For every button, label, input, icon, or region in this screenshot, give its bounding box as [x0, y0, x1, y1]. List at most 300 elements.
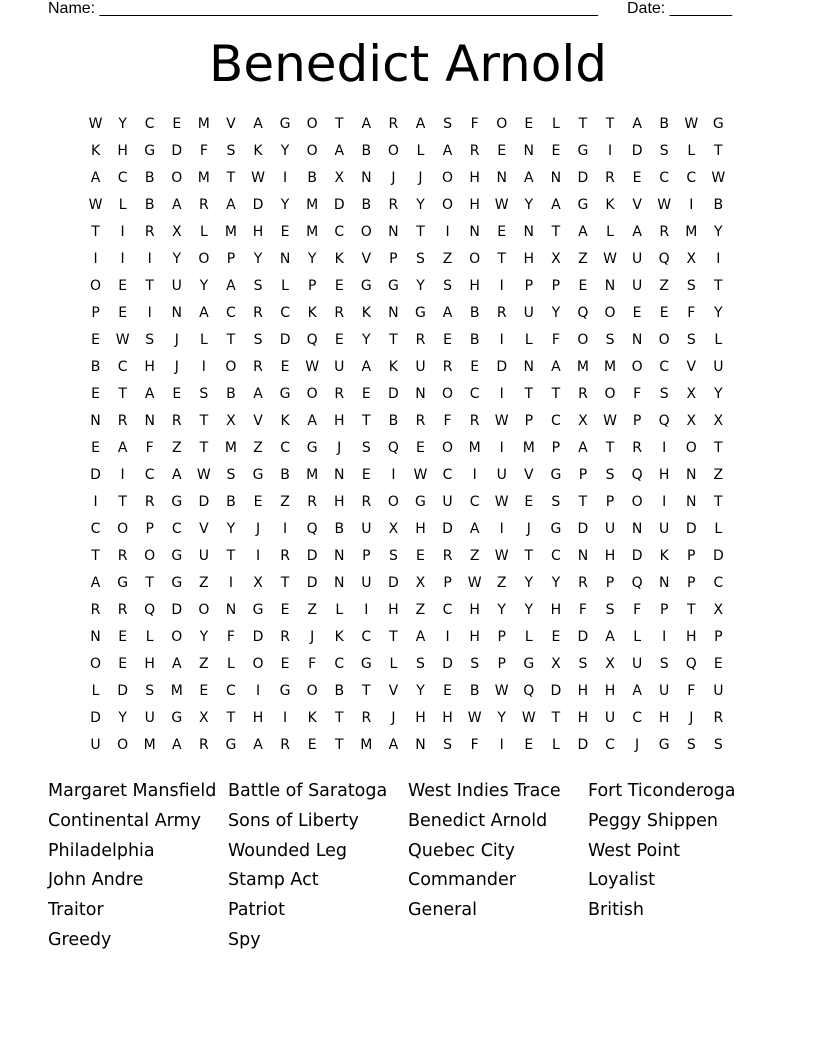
grid-letter: T	[389, 332, 398, 348]
grid-letter: R	[388, 197, 399, 213]
grid-letter: S	[145, 332, 155, 348]
grid-letter: P	[524, 413, 534, 429]
grid-letter: S	[226, 467, 236, 483]
grid-letter: N	[225, 602, 237, 618]
grid-letter: O	[604, 305, 616, 321]
grid-letter: I	[283, 170, 288, 186]
grid-letter: U	[631, 278, 643, 294]
grid-letter: O	[577, 332, 589, 348]
grid-letter: U	[361, 521, 372, 537]
grid-letter: L	[633, 629, 641, 645]
grid-letter: H	[333, 494, 345, 510]
grid-letter: A	[226, 197, 236, 213]
grid-letter: C	[226, 305, 236, 321]
grid-letter: Y	[524, 602, 534, 618]
grid-letter: P	[226, 251, 236, 267]
grid-letter: R	[117, 548, 128, 564]
grid-letter: C	[144, 116, 155, 132]
grid-letter: I	[120, 467, 125, 483]
grid-letter: K	[307, 710, 317, 726]
grid-letter: D	[631, 548, 643, 564]
grid-letter: D	[90, 467, 101, 483]
grid-letter: N	[658, 575, 670, 591]
grid-letter: S	[578, 656, 588, 672]
grid-letter: A	[171, 656, 182, 672]
grid-letter: G	[387, 278, 399, 294]
grid-letter: C	[713, 575, 724, 591]
grid-letter: Y	[118, 710, 127, 726]
grid-letter: V	[524, 467, 534, 483]
grid-letter: T	[199, 440, 209, 456]
grid-letter: Q	[658, 413, 670, 429]
grid-letter: N	[388, 305, 399, 321]
grid-letter: E	[91, 386, 100, 402]
grid-letter: Z	[578, 251, 588, 267]
grid-letter: J	[391, 170, 396, 186]
grid-letter: T	[714, 440, 723, 456]
grid-letter: R	[388, 116, 399, 132]
grid-letter: X	[713, 413, 724, 429]
grid-letter: S	[605, 602, 615, 618]
grid-letter: D	[171, 143, 183, 159]
grid-letter: C	[550, 413, 561, 429]
grid-letter: R	[117, 413, 128, 429]
grid-letter: X	[551, 656, 561, 672]
page-title: Benedict Arnold	[209, 35, 607, 93]
grid-letter: D	[388, 386, 399, 402]
grid-letter: F	[145, 440, 154, 456]
grid-letter: O	[496, 116, 508, 132]
grid-letter: G	[415, 494, 426, 510]
grid-letter: K	[388, 359, 398, 375]
grid-letter: U	[144, 710, 155, 726]
grid-letter: M	[197, 116, 210, 132]
grid-letter: M	[224, 440, 237, 456]
word-bank-item: John Andre	[48, 870, 144, 891]
grid-letter: Q	[658, 251, 670, 267]
grid-letter: A	[334, 143, 345, 159]
grid-letter: R	[632, 440, 642, 456]
grid-letter: F	[687, 305, 696, 321]
grid-letter: R	[144, 224, 155, 240]
grid-letter: F	[308, 656, 317, 672]
grid-letter: M	[224, 224, 237, 240]
grid-letter: A	[144, 386, 155, 402]
grid-letter: L	[524, 332, 533, 348]
grid-letter: K	[90, 143, 101, 159]
grid-letter: O	[117, 737, 129, 753]
word-bank-item: Wounded Leg	[228, 840, 348, 861]
grid-letter: J	[526, 521, 531, 537]
grid-letter: D	[631, 143, 643, 159]
grid-letter: S	[605, 467, 615, 483]
grid-letter: L	[199, 224, 208, 240]
grid-letter: I	[364, 602, 369, 618]
grid-letter: G	[279, 116, 291, 132]
grid-letter: X	[686, 413, 697, 429]
grid-letter: O	[198, 602, 210, 618]
grid-letter: P	[524, 278, 534, 294]
grid-letter: Z	[199, 656, 209, 672]
word-bank	[48, 779, 768, 958]
grid-letter: P	[497, 656, 506, 672]
grid-letter: Y	[714, 305, 723, 321]
grid-letter: T	[118, 386, 127, 402]
grid-letter: N	[334, 548, 345, 564]
grid-letter: H	[117, 143, 128, 159]
grid-letter: W	[603, 251, 617, 267]
grid-letter: W	[88, 197, 103, 213]
grid-letter: P	[307, 278, 317, 294]
grid-letter: B	[469, 332, 480, 348]
grid-letter: F	[633, 602, 642, 618]
grid-letter: G	[658, 737, 670, 753]
grid-row	[82, 516, 732, 543]
grid-letter: I	[93, 494, 98, 510]
grid-letter: R	[469, 413, 480, 429]
grid-letter: Y	[416, 197, 425, 213]
grid-letter: A	[605, 629, 615, 645]
grid-letter: A	[253, 116, 263, 132]
grid-letter: T	[578, 494, 588, 510]
grid-letter: O	[387, 494, 399, 510]
grid-letter: H	[333, 413, 345, 429]
grid-row	[82, 597, 732, 624]
grid-letter: S	[659, 656, 669, 672]
grid-letter: E	[91, 332, 100, 348]
grid-letter: P	[91, 305, 100, 321]
grid-letter: N	[171, 305, 183, 321]
grid-letter: Z	[415, 602, 426, 618]
grid-letter: U	[631, 251, 643, 267]
grid-letter: S	[253, 278, 263, 294]
grid-letter: M	[360, 737, 373, 753]
grid-letter: A	[442, 305, 453, 321]
grid-letter: T	[714, 278, 723, 294]
grid-letter: B	[469, 683, 480, 699]
grid-letter: R	[280, 737, 290, 753]
grid-letter: I	[499, 278, 504, 294]
grid-letter: K	[605, 197, 615, 213]
grid-letter: U	[496, 467, 507, 483]
grid-letter: E	[334, 278, 344, 294]
grid-letter: O	[658, 332, 670, 348]
word-bank-item: General	[408, 900, 477, 921]
grid-letter: B	[713, 197, 724, 213]
grid-letter: Y	[280, 197, 290, 213]
grid-letter: I	[283, 521, 288, 537]
grid-letter: C	[144, 467, 155, 483]
grid-letter: J	[635, 737, 640, 753]
grid-letter: H	[658, 710, 670, 726]
grid-letter: L	[281, 278, 289, 294]
grid-letter: V	[388, 683, 399, 699]
grid-letter: N	[415, 386, 426, 402]
grid-row	[82, 570, 732, 597]
grid-letter: O	[306, 116, 318, 132]
grid-letter: O	[604, 386, 616, 402]
grid-letter: S	[659, 386, 669, 402]
grid-letter: U	[604, 521, 616, 537]
grid-letter: F	[199, 143, 208, 159]
grid-letter: A	[171, 467, 182, 483]
grid-letter: B	[280, 467, 290, 483]
grid-letter: M	[143, 737, 156, 753]
grid-letter: N	[631, 521, 643, 537]
grid-letter: X	[551, 251, 561, 267]
grid-letter: N	[523, 359, 535, 375]
grid-letter: R	[469, 143, 480, 159]
grid-letter: G	[712, 116, 724, 132]
word-bank-item: Greedy	[48, 929, 112, 950]
grid-letter: N	[334, 575, 345, 591]
word-bank-item: Patriot	[228, 900, 285, 921]
grid-letter: D	[198, 494, 210, 510]
grid-letter: X	[199, 710, 209, 726]
word-bank-item: Philadelphia	[48, 840, 155, 861]
grid-letter: E	[632, 170, 642, 186]
grid-letter: C	[686, 170, 697, 186]
grid-letter: D	[577, 521, 589, 537]
grid-letter: A	[117, 440, 128, 456]
grid-letter: D	[577, 170, 589, 186]
grid-letter: E	[713, 656, 723, 672]
grid-letter: F	[470, 737, 479, 753]
grid-letter: L	[714, 521, 723, 537]
grid-letter: T	[714, 494, 723, 510]
grid-letter: H	[144, 359, 155, 375]
grid-letter: G	[252, 467, 264, 483]
grid-letter: Q	[631, 575, 643, 591]
grid-letter: I	[662, 629, 667, 645]
grid-letter: Y	[226, 521, 236, 537]
word-bank-item: Continental Army	[48, 810, 201, 831]
grid-letter: D	[388, 575, 399, 591]
grid-letter: L	[714, 332, 723, 348]
grid-letter: V	[226, 116, 236, 132]
grid-letter: D	[442, 656, 453, 672]
grid-letter: X	[253, 575, 263, 591]
grid-letter: C	[90, 521, 101, 537]
grid-letter: O	[306, 143, 318, 159]
word-bank-item: Battle of Saratoga	[228, 781, 388, 801]
grid-letter: Q	[685, 656, 697, 672]
grid-letter: W	[467, 710, 482, 726]
grid-letter: T	[686, 602, 696, 618]
grid-letter: R	[578, 386, 588, 402]
grid-letter: E	[416, 548, 425, 564]
grid-letter: M	[576, 359, 589, 375]
grid-letter: R	[144, 494, 155, 510]
grid-letter: S	[470, 656, 480, 672]
grid-letter: U	[415, 359, 426, 375]
grid-letter: A	[524, 170, 534, 186]
grid-letter: E	[361, 386, 371, 402]
grid-letter: E	[524, 494, 534, 510]
grid-letter: S	[388, 548, 398, 564]
grid-letter: O	[631, 494, 643, 510]
grid-letter: E	[172, 116, 182, 132]
grid-letter: C	[605, 737, 615, 753]
grid-letter: T	[416, 224, 425, 240]
grid-letter: Z	[469, 548, 480, 564]
grid-letter: N	[604, 278, 616, 294]
grid-letter: X	[171, 224, 182, 240]
grid-letter: N	[577, 548, 589, 564]
grid-letter: H	[388, 602, 399, 618]
grid-letter: L	[687, 143, 696, 159]
grid-letter: I	[607, 143, 613, 159]
grid-letter: O	[198, 251, 210, 267]
grid-letter: I	[499, 440, 504, 456]
grid-letter: D	[306, 575, 318, 591]
grid-letter: T	[362, 683, 371, 699]
grid-letter: E	[280, 656, 290, 672]
grid-letter: R	[198, 737, 209, 753]
grid-letter: F	[633, 386, 642, 402]
grid-letter: Y	[199, 629, 209, 645]
grid-letter: J	[689, 710, 694, 726]
grid-letter: J	[174, 332, 179, 348]
grid-letter: S	[443, 737, 452, 753]
grid-letter: S	[686, 332, 696, 348]
grid-letter: L	[118, 197, 127, 213]
grid-row	[82, 219, 732, 246]
grid-letter: O	[225, 359, 237, 375]
grid-letter: Z	[496, 575, 507, 591]
grid-letter: U	[523, 305, 534, 321]
grid-letter: C	[334, 656, 345, 672]
grid-letter: T	[334, 737, 344, 753]
grid-letter: H	[604, 548, 616, 564]
grid-letter: Y	[714, 386, 723, 402]
grid-letter: C	[117, 359, 128, 375]
grid-letter: M	[170, 683, 183, 699]
grid-row	[82, 192, 732, 219]
grid-letter: C	[280, 305, 290, 321]
grid-letter: E	[307, 737, 317, 753]
grid-letter: S	[199, 386, 209, 402]
grid-letter: K	[253, 143, 263, 159]
grid-letter: R	[171, 413, 182, 429]
grid-letter: I	[499, 386, 504, 402]
grid-letter: D	[442, 521, 453, 537]
grid-letter: N	[361, 170, 372, 186]
grid-letter: T	[91, 224, 100, 240]
word-bank-item: Loyalist	[588, 870, 655, 891]
grid-row	[82, 273, 732, 300]
grid-row	[82, 138, 732, 165]
grid-letter: Q	[144, 602, 156, 618]
grid-letter: W	[494, 413, 509, 429]
grid-row	[82, 327, 732, 354]
grid-letter: A	[632, 683, 642, 699]
grid-letter: G	[550, 521, 562, 537]
grid-letter: W	[711, 170, 726, 186]
grid-letter: Y	[524, 197, 534, 213]
grid-letter: T	[362, 413, 371, 429]
grid-letter: I	[689, 197, 694, 213]
grid-letter: O	[442, 386, 454, 402]
grid-letter: R	[307, 494, 318, 510]
grid-letter: D	[90, 710, 101, 726]
grid-letter: L	[227, 656, 235, 672]
grid-letter: A	[361, 359, 372, 375]
grid-letter: C	[117, 170, 128, 186]
grid-letter: I	[445, 629, 450, 645]
grid-letter: C	[469, 494, 480, 510]
grid-letter: M	[197, 170, 210, 186]
grid-letter: D	[685, 521, 697, 537]
grid-letter: A	[415, 629, 426, 645]
grid-letter: C	[334, 224, 345, 240]
grid-letter: T	[334, 710, 344, 726]
grid-letter: T	[551, 386, 561, 402]
grid-letter: C	[550, 548, 561, 564]
grid-letter: C	[171, 521, 182, 537]
grid-letter: H	[252, 710, 264, 726]
grid-letter: L	[551, 737, 560, 753]
word-bank-item: Traitor	[48, 900, 104, 921]
grid-letter: P	[389, 251, 398, 267]
grid-letter: E	[443, 683, 452, 699]
grid-letter: G	[550, 467, 562, 483]
grid-letter: P	[497, 629, 506, 645]
grid-row	[82, 435, 732, 462]
grid-letter: H	[604, 683, 616, 699]
grid-letter: E	[361, 467, 371, 483]
grid-row	[82, 678, 732, 705]
grid-letter: E	[199, 683, 209, 699]
grid-letter: C	[226, 683, 236, 699]
grid-letter: B	[659, 116, 669, 132]
grid-letter: R	[415, 413, 426, 429]
grid-letter: Z	[280, 494, 290, 510]
grid-letter: Y	[118, 116, 127, 132]
grid-letter: Y	[524, 575, 534, 591]
grid-letter: Y	[551, 305, 561, 321]
grid-letter: H	[658, 467, 670, 483]
grid-letter: D	[577, 737, 589, 753]
grid-letter: T	[199, 413, 209, 429]
grid-letter: L	[389, 656, 398, 672]
grid-letter: P	[687, 548, 696, 564]
grid-letter: G	[360, 656, 372, 672]
grid-letter: L	[606, 224, 614, 240]
grid-letter: P	[551, 440, 561, 456]
grid-letter: P	[714, 629, 723, 645]
grid-letter: D	[712, 548, 724, 564]
grid-letter: M	[306, 467, 319, 483]
grid-letter: Y	[280, 143, 290, 159]
grid-letter: E	[91, 440, 100, 456]
grid-letter: N	[388, 224, 399, 240]
word-bank-item: West Indies Trace	[408, 781, 561, 801]
word-bank-item: Fort Ticonderoga	[588, 781, 736, 801]
grid-letter: S	[145, 683, 155, 699]
grid-letter: E	[659, 305, 669, 321]
grid-row	[82, 300, 732, 327]
grid-letter: U	[171, 278, 182, 294]
grid-letter: W	[467, 575, 482, 591]
grid-letter: J	[255, 521, 261, 537]
grid-letter: T	[118, 494, 127, 510]
grid-letter: W	[494, 494, 509, 510]
word-bank-item: Spy	[228, 929, 261, 950]
grid-letter: E	[497, 224, 507, 240]
grid-letter: D	[550, 683, 562, 699]
grid-letter: J	[418, 170, 423, 186]
